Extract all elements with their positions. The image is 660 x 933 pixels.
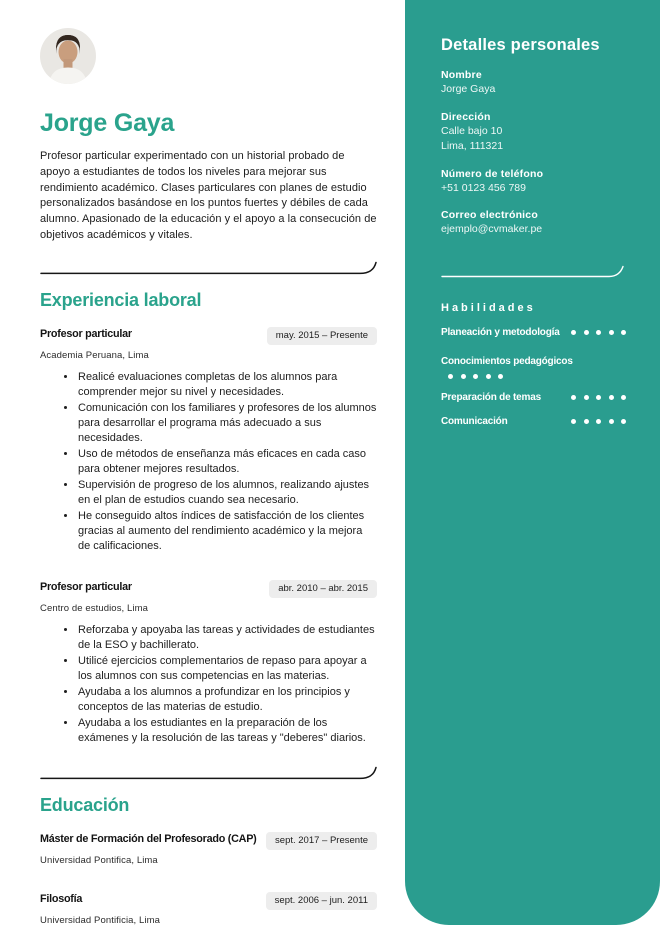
skill-dot-icon bbox=[609, 330, 614, 335]
date-range-badge: may. 2015 – Presente bbox=[267, 327, 377, 345]
skill-name: Planeación y metodología bbox=[441, 326, 560, 338]
job-bullet: • Supervisión de progreso de los alumnos, realizando ajustes en el plan de estudios cuando sea necesario. bbox=[77, 478, 377, 508]
skill-dot-icon bbox=[596, 330, 601, 335]
detail-value: Calle bajo 10 bbox=[441, 124, 503, 137]
job-bullet: • Uso de métodos de enseñanza más eficaces en cada caso para obtener mejores resultados. bbox=[77, 447, 377, 477]
detail-value: +51 0123 456 789 bbox=[441, 181, 526, 194]
date-range-badge: sept. 2006 – jun. 2011 bbox=[266, 892, 377, 910]
skill-name: Comunicación bbox=[441, 415, 508, 427]
degree-title: Máster de Formación del Profesorado (CAP) bbox=[40, 832, 257, 845]
job-title: Profesor particular bbox=[40, 580, 132, 593]
section-divider-swoosh bbox=[40, 766, 377, 780]
detail-field bbox=[441, 168, 626, 196]
profile-summary: Profesor particular experimentado con un historial probado de apoyo a estudiantes de todos los niveles para mejorar sus rendimiento académico. Clases particulares con planes de estudio personalizados basándose en los puntos fuertes y débiles de cada alumno. Apasionado de la educación y el apoyo a la consecución de objetivos académicos y vitales. bbox=[40, 150, 377, 241]
skill-dot-icon bbox=[473, 374, 478, 379]
skill-dot-icon bbox=[609, 395, 614, 400]
skill-dot-icon bbox=[571, 419, 576, 424]
education-entry-header bbox=[40, 832, 377, 850]
skill-dot-icon bbox=[448, 374, 453, 379]
section-divider-swoosh bbox=[40, 261, 377, 275]
skill-dot-icon bbox=[584, 395, 589, 400]
job-bullet-list bbox=[40, 623, 377, 746]
skill-dot-icon bbox=[571, 330, 576, 335]
date-range-badge: sept. 2017 – Presente bbox=[266, 832, 377, 850]
skill-dot-icon bbox=[571, 395, 576, 400]
job-bullet: • Ayudaba a los estudiantes en la preparación de los exámenes y la resolución de las tareas y "deberes" diarios. bbox=[77, 716, 377, 746]
experience-entry-header bbox=[40, 580, 377, 598]
detail-label: Dirección bbox=[441, 110, 491, 123]
job-bullet: • He conseguido altos índices de satisfacción de los clientes gracias al aumento del rendimiento académico y la mejora de calificaciones. bbox=[77, 509, 377, 554]
job-bullet: • Utilicé ejercicios complementarios de repaso para apoyar a los alumnos con sus competencias en las materias. bbox=[77, 654, 377, 684]
education-entry bbox=[40, 892, 377, 926]
skill-dot-icon bbox=[461, 374, 466, 379]
detail-value: Lima, 111321 bbox=[441, 140, 504, 152]
detail-field bbox=[441, 69, 626, 97]
skills-title: Habilidades bbox=[441, 301, 536, 314]
date-range-badge: abr. 2010 – abr. 2015 bbox=[269, 580, 377, 598]
skill-dot-icon bbox=[486, 374, 491, 379]
skill-row bbox=[441, 351, 626, 379]
skill-dot-icon bbox=[498, 374, 503, 379]
skill-rating-dots bbox=[571, 330, 626, 335]
education-entry-header bbox=[40, 892, 377, 910]
detail-label: Correo electrónico bbox=[441, 209, 538, 221]
sidebar-divider-swoosh bbox=[441, 265, 624, 278]
education-section-title: Educación bbox=[40, 794, 130, 815]
experience-section-title: Experiencia laboral bbox=[40, 289, 202, 310]
skill-rating-dots bbox=[448, 374, 626, 379]
skill-row bbox=[441, 392, 626, 403]
job-bullet: • Ayudaba a los alumnos a profundizar en los principios y conceptos de las materias de estudio. bbox=[77, 685, 377, 715]
skill-dot-icon bbox=[596, 419, 601, 424]
detail-field bbox=[441, 111, 626, 154]
education-entry bbox=[40, 832, 377, 866]
skill-dot-icon bbox=[621, 419, 626, 424]
degree-title: Filosofía bbox=[40, 892, 83, 905]
skill-rating-dots bbox=[571, 419, 626, 424]
job-organization: Academia Peruana, Lima bbox=[40, 349, 149, 361]
experience-entry bbox=[40, 580, 377, 746]
personal-details-title: Detalles personales bbox=[441, 36, 600, 54]
detail-value: ejemplo@cvmaker.pe bbox=[441, 223, 543, 235]
job-bullet-list bbox=[40, 370, 377, 554]
skill-name: Preparación de temas bbox=[441, 391, 541, 403]
skill-name: Conocimientos pedagógicos bbox=[441, 355, 573, 367]
detail-label: Nombre bbox=[441, 69, 482, 81]
skill-rating-dots bbox=[571, 395, 626, 400]
experience-entry-header bbox=[40, 327, 377, 345]
skill-dot-icon bbox=[596, 395, 601, 400]
skill-dot-icon bbox=[621, 395, 626, 400]
detail-label: Número de teléfono bbox=[441, 167, 544, 180]
job-title: Profesor particular bbox=[40, 327, 132, 340]
job-bullet: • Reforzaba y apoyaba las tareas y actividades de estudiantes de la ESO y bachillerato. bbox=[77, 623, 377, 653]
skill-dot-icon bbox=[609, 419, 614, 424]
skill-row bbox=[441, 327, 626, 338]
skill-row bbox=[441, 416, 626, 427]
skill-dot-icon bbox=[584, 330, 589, 335]
experience-entry bbox=[40, 327, 377, 554]
job-bullet: • Comunicación con los familiares y profesores de los alumnos para desarrollar el programa más adecuado a sus necesidades. bbox=[77, 401, 377, 446]
job-organization: Centro de estudios, Lima bbox=[40, 602, 149, 614]
profile-photo bbox=[40, 28, 96, 84]
detail-field bbox=[441, 209, 626, 237]
education-organization: Universidad Pontificia, Lima bbox=[40, 914, 161, 926]
job-bullet: • Realicé evaluaciones completas de los alumnos para comprender mejor su nivel y necesidades. bbox=[77, 370, 377, 400]
skill-dot-icon bbox=[621, 330, 626, 335]
sidebar-panel bbox=[405, 0, 660, 925]
main-column bbox=[40, 28, 377, 926]
person-name: Jorge Gaya bbox=[40, 109, 175, 137]
education-organization: Universidad Pontifica, Lima bbox=[40, 854, 158, 866]
detail-value: Jorge Gaya bbox=[441, 83, 496, 95]
skill-dot-icon bbox=[584, 419, 589, 424]
